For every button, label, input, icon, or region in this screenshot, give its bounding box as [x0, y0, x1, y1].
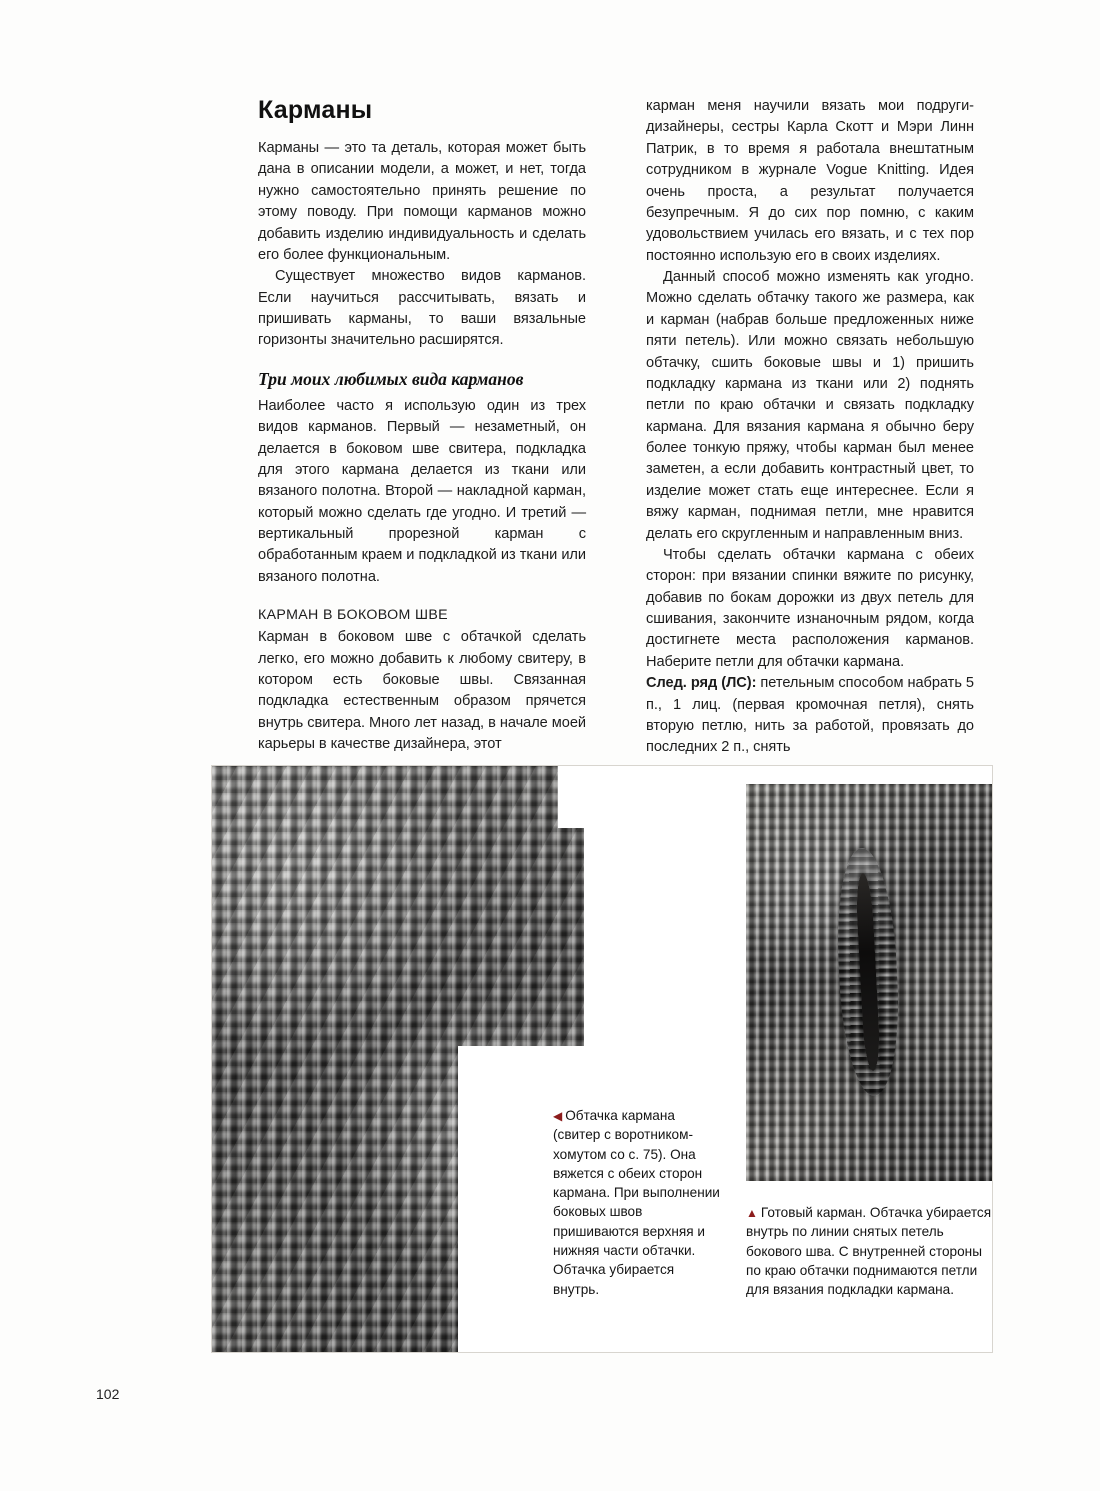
caption-left-marker-icon: ◀ — [553, 1109, 563, 1123]
pocket-slit — [855, 872, 881, 1071]
page-title: Карманы — [258, 96, 373, 124]
paragraph-instructions: Чтобы сделать обтачки кармана с обеих сторон: при вязании спинки вяжите по рисунку, добавив по бокам дорожки из двух петель для сшивания, закончите изнаночным рядом, когда достигнете места расположения карманов. Наберите петли для обтачки кармана. — [646, 546, 974, 670]
caption-left-text: Обтачка кармана (свитер с воротником-хомутом со с. 75). Она вяжется с обеих сторон кармана. При выполнении боковых швов пришиваются верхняя и нижняя части обтачки. Обтачка убирается внутрь. — [553, 1108, 720, 1297]
paragraph-types: Наиболее часто я использую один из трех видов карманов. Первый — незаметный, он делается в боковом шве свитера, подкладка для этого кармана делается из ткани или вязаного полотна. Второй — накладной карман, который можно сделать где угодно. И третий — вертикальный прорезной карман с обработанным краем и подкладкой из ткани или вязаного полотна. — [258, 397, 586, 585]
photo-pocket-facing — [212, 766, 584, 1352]
next-row-text: петельным способом набрать 5 п., 1 лиц. (первая кромочная петля), снять вторую петлю, нить за работой, провязать до последних 2 п., снять — [646, 675, 974, 756]
column-right — [646, 96, 974, 759]
section-subheading: Три моих любимых вида карманов — [258, 368, 524, 389]
photo-finished-pocket — [746, 784, 992, 1181]
paragraph-variations: Данный способ можно изменять как угодно. Можно сделать обтачку такого же размера, как и карман (набрав больше предложенных ниже пяти петель). Или можно связать небольшую обтачку, сшить боковые швы и 1) пришить подкладку кармана из ткани или 2) поднять петли по краю обтачки и связать подкладку кармана. Для вязания кармана я обычно беру более тонкую пряжу, чтобы карман был менее заметен, а если добавить контрастный цвет, то изделие может стать еще интереснее. Если я вяжу карман, поднимая петли, мне нравится делать его скругленным и направленным вниз. — [646, 269, 974, 542]
figure-block — [211, 765, 993, 1353]
page-number: 102 — [96, 1386, 120, 1402]
caption-right-marker-icon: ▲ — [746, 1206, 758, 1220]
section-heading-side-seam-pocket: КАРМАН В БОКОВОМ ШВЕ — [258, 607, 448, 624]
paragraph-continued: карман меня научили вязать мои подруги-дизайнеры, сестры Карла Скотт и Мэри Линн Патрик, в то время я работала внештатным сотрудником в журнале Vogue Knitting. Идея очень проста, а результат получается безупречным. Я до сих пор помню, с каким удовольствием училась его вязать, и с тех пор постоянно использую его в своих изделиях. — [646, 98, 974, 264]
caption-right-text: Готовый карман. Обтачка убирается внутрь по линии снятых петель бокового шва. С внутренней стороны по краю обтачки поднимаются петли для вязания подкладки кармана. — [746, 1205, 992, 1298]
column-left — [258, 96, 586, 755]
caption-left — [553, 1106, 721, 1299]
paragraph-intro-1: Карманы — это та деталь, которая может быть дана в описании модели, а может, и нет, тогда нужно самостоятельно принять решение по этому поводу. При помощи карманов можно добавить изделию индивидуальность и сделать его более функциональным. — [258, 140, 586, 263]
caption-right — [746, 1203, 994, 1299]
sweater-edge-cutout-top — [558, 766, 584, 828]
paragraph-next-row — [646, 673, 974, 759]
paragraph-side-seam: Карман в боковом шве с обтачкой сделать легко, его можно добавить к любому свитеру, в котором есть боковые швы. Связанная подкладка естественным образом прячется внутрь свитера. Много лет назад, в начале моей карьеры в качестве дизайнера, этот — [258, 629, 586, 752]
paragraph-intro-2: Существует множество видов карманов. Если научиться рассчитывать, вязать и пришивать карманы, то ваши вязальные горизонты значительно расширятся. — [258, 268, 586, 349]
next-row-label: След. ряд (ЛС): — [646, 675, 757, 692]
